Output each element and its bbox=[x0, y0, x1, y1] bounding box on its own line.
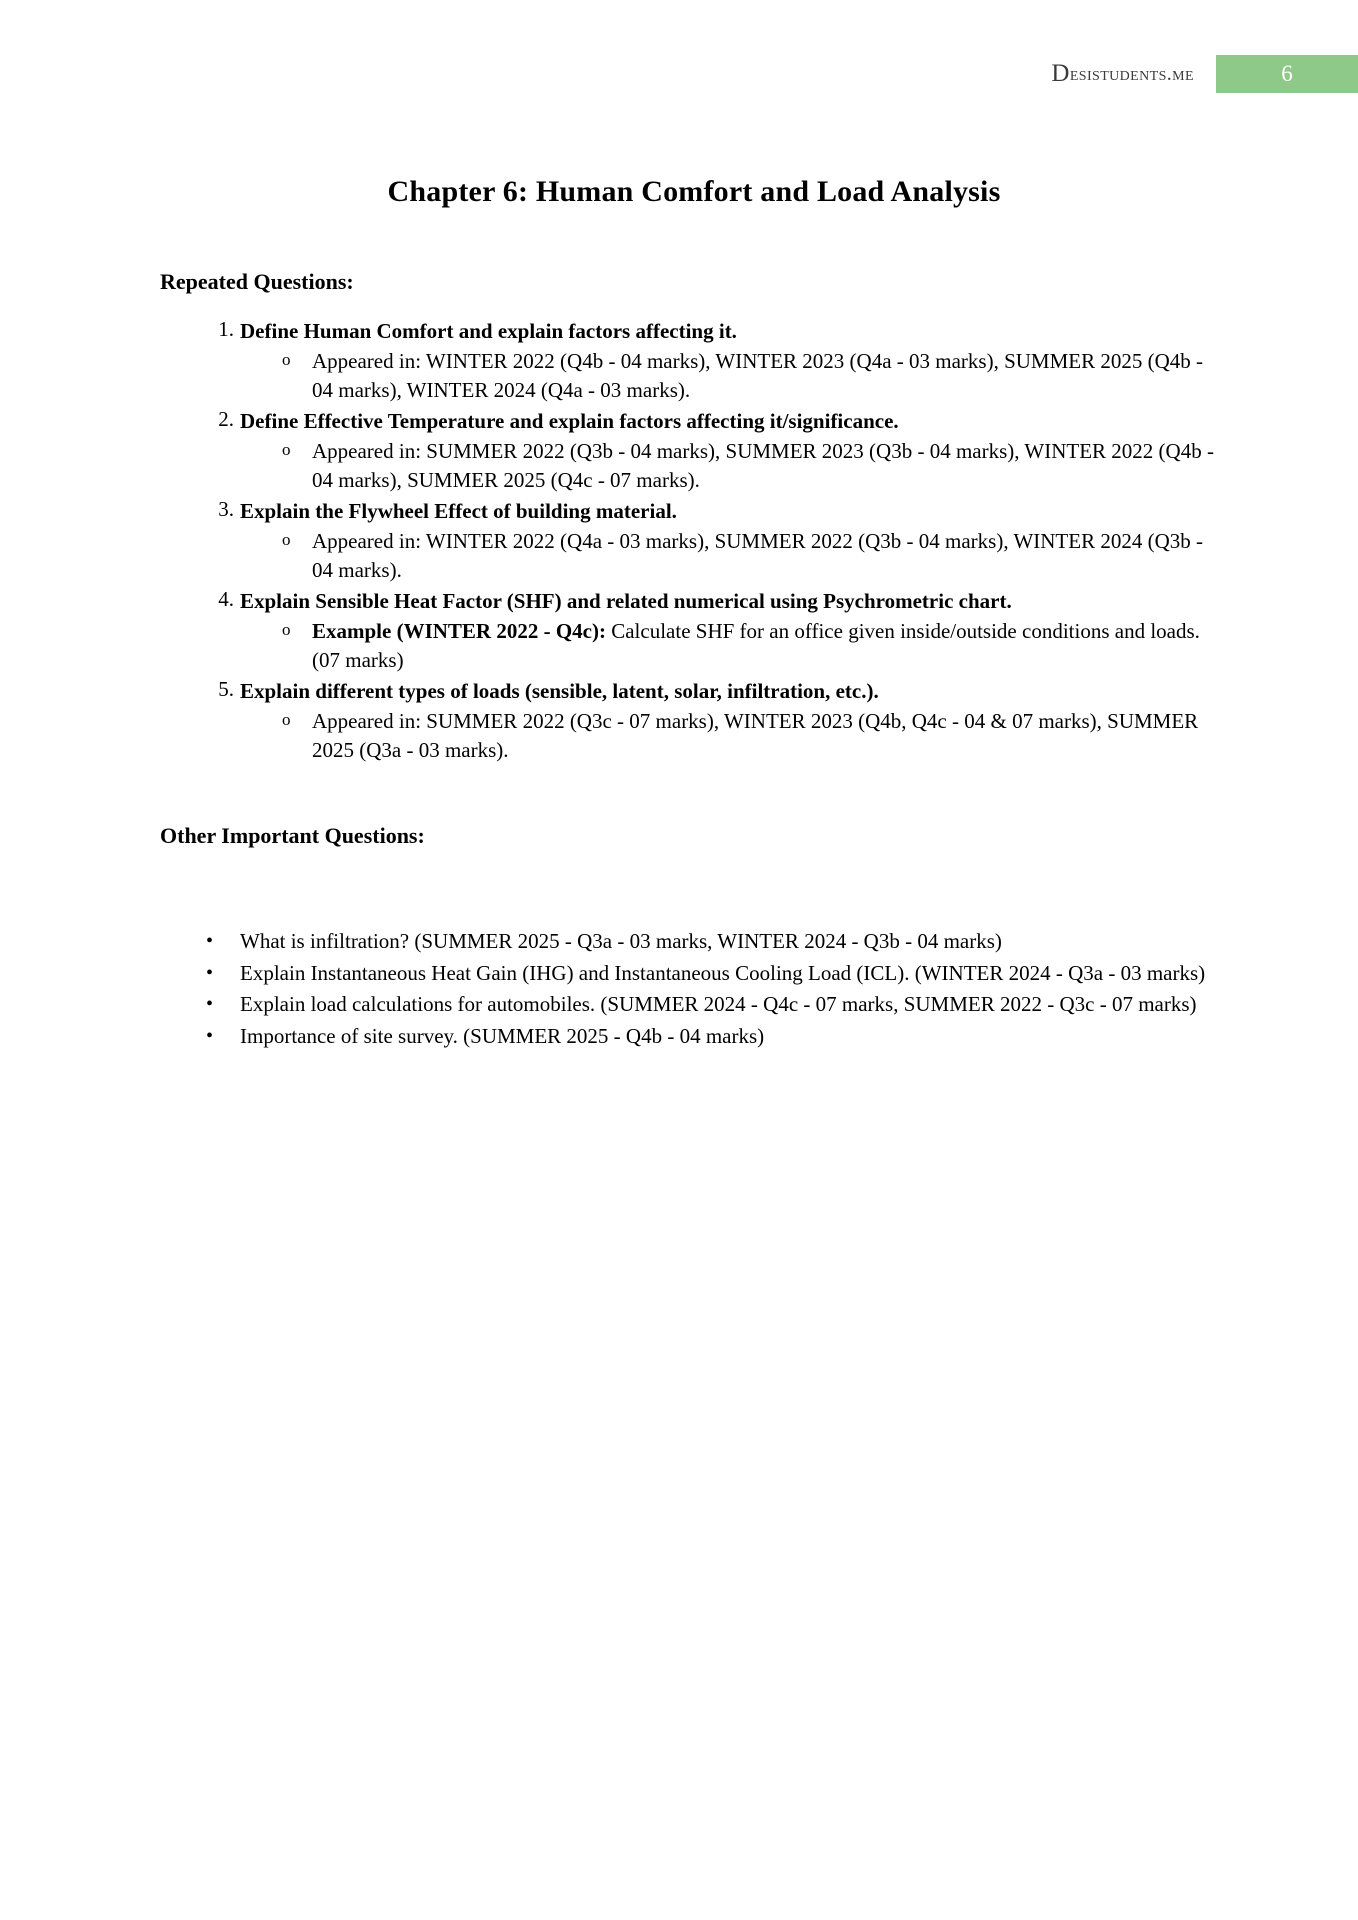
question-text: Explain load calculations for automobiles. (SUMMER 2024 - Q4c - 07 marks, SUMMER 2022 - Q3c - 07 marks) bbox=[240, 992, 1197, 1017]
other-questions-heading: Other Important Questions: bbox=[160, 822, 425, 848]
list-item bbox=[240, 707, 1228, 765]
page-header bbox=[1051, 55, 1358, 93]
example-text bbox=[312, 617, 1228, 675]
question-text: Explain Instantaneous Heat Gain (IHG) and Instantaneous Cooling Load (ICL). (WINTER 2024 - Q3a - 03 marks) bbox=[240, 960, 1206, 985]
list-item bbox=[240, 527, 1228, 585]
list-marker: 1. bbox=[218, 317, 234, 341]
appearance-text: Appeared in: SUMMER 2022 (Q3c - 07 marks), WINTER 2023 (Q4b, Q4c - 04 & 07 marks), SUMMER 2025 (Q3a - 03 marks). bbox=[312, 708, 1199, 762]
sublist-marker: o bbox=[282, 349, 291, 369]
list-marker: 5. bbox=[218, 676, 234, 701]
sublist-marker: o bbox=[282, 529, 291, 549]
sublist-marker: o bbox=[282, 439, 291, 459]
appearance-text: Appeared in: WINTER 2022 (Q4a - 03 marks), SUMMER 2022 (Q3b - 04 marks), WINTER 2024 (Q3b - 04 marks). bbox=[312, 528, 1203, 582]
repeated-questions-list bbox=[160, 317, 1228, 765]
bullet-marker: • bbox=[206, 1025, 214, 1048]
list-item bbox=[160, 497, 1228, 585]
question-text: Define Effective Temperature and explain factors affecting it/significance. bbox=[240, 408, 899, 433]
page-title: Chapter 6: Human Comfort and Load Analysis bbox=[387, 175, 1001, 208]
question-text: Explain Sensible Heat Factor (SHF) and related numerical using Psychrometric chart. bbox=[240, 588, 1012, 613]
list-item bbox=[160, 990, 1228, 1019]
list-marker: 3. bbox=[218, 496, 234, 521]
sublist bbox=[240, 707, 1228, 765]
question-text: Define Human Comfort and explain factors affecting it. bbox=[240, 319, 737, 343]
sublist bbox=[240, 437, 1228, 495]
list-item bbox=[160, 927, 1228, 956]
bullet-marker: • bbox=[206, 961, 214, 984]
section-spacer bbox=[160, 767, 1228, 823]
appearance-text: Appeared in: WINTER 2022 (Q4b - 04 marks), WINTER 2023 (Q4a - 03 marks), SUMMER 2025 (Q4b - 04 marks), WINTER 2024 (Q4a - 03 marks). bbox=[312, 348, 1203, 402]
document-content bbox=[160, 175, 1228, 1054]
site-watermark-rest: esistudents.me bbox=[1069, 62, 1194, 85]
appearance-text: Appeared in: SUMMER 2022 (Q3b - 04 marks), SUMMER 2023 (Q3b - 04 marks), WINTER 2022 (Q4b - 04 marks), SUMMER 2025 (Q4c - 07 marks). bbox=[312, 438, 1214, 492]
sublist bbox=[240, 347, 1228, 405]
example-body: Calculate SHF for an office given inside/outside conditions and loads. (07 marks) bbox=[312, 618, 1200, 672]
list-marker: 4. bbox=[218, 586, 234, 611]
site-watermark bbox=[1051, 55, 1216, 93]
site-watermark-initial: D bbox=[1051, 60, 1070, 87]
sublist bbox=[240, 617, 1228, 675]
list-item bbox=[160, 1022, 1228, 1051]
page-number-badge bbox=[1216, 55, 1358, 93]
list-item bbox=[160, 587, 1228, 675]
bullet-marker: • bbox=[206, 929, 214, 952]
other-questions-list bbox=[160, 927, 1228, 1052]
list-item bbox=[160, 317, 1228, 405]
question-text: Explain the Flywheel Effect of building material. bbox=[240, 498, 677, 523]
page-number: 6 bbox=[1281, 61, 1293, 86]
bullet-marker: • bbox=[206, 993, 214, 1016]
example-label: Example (WINTER 2022 - Q4c): bbox=[312, 618, 606, 643]
list-item bbox=[240, 617, 1228, 675]
list-item bbox=[160, 959, 1228, 988]
list-item bbox=[240, 437, 1228, 495]
list-item bbox=[160, 407, 1228, 495]
list-item bbox=[160, 677, 1228, 765]
sublist-marker: o bbox=[282, 709, 291, 729]
question-text: Importance of site survey. (SUMMER 2025 - Q4b - 04 marks) bbox=[240, 1024, 765, 1049]
question-text: What is infiltration? (SUMMER 2025 - Q3a - 03 marks, WINTER 2024 - Q3b - 04 marks) bbox=[240, 928, 1002, 953]
list-spacer bbox=[160, 871, 1228, 927]
list-marker: 2. bbox=[218, 406, 234, 431]
repeated-questions-heading: Repeated Questions: bbox=[160, 269, 354, 294]
sublist-marker: o bbox=[282, 619, 291, 639]
list-item bbox=[240, 347, 1228, 405]
question-text: Explain different types of loads (sensible, latent, solar, infiltration, etc.). bbox=[240, 678, 879, 703]
sublist bbox=[240, 527, 1228, 585]
